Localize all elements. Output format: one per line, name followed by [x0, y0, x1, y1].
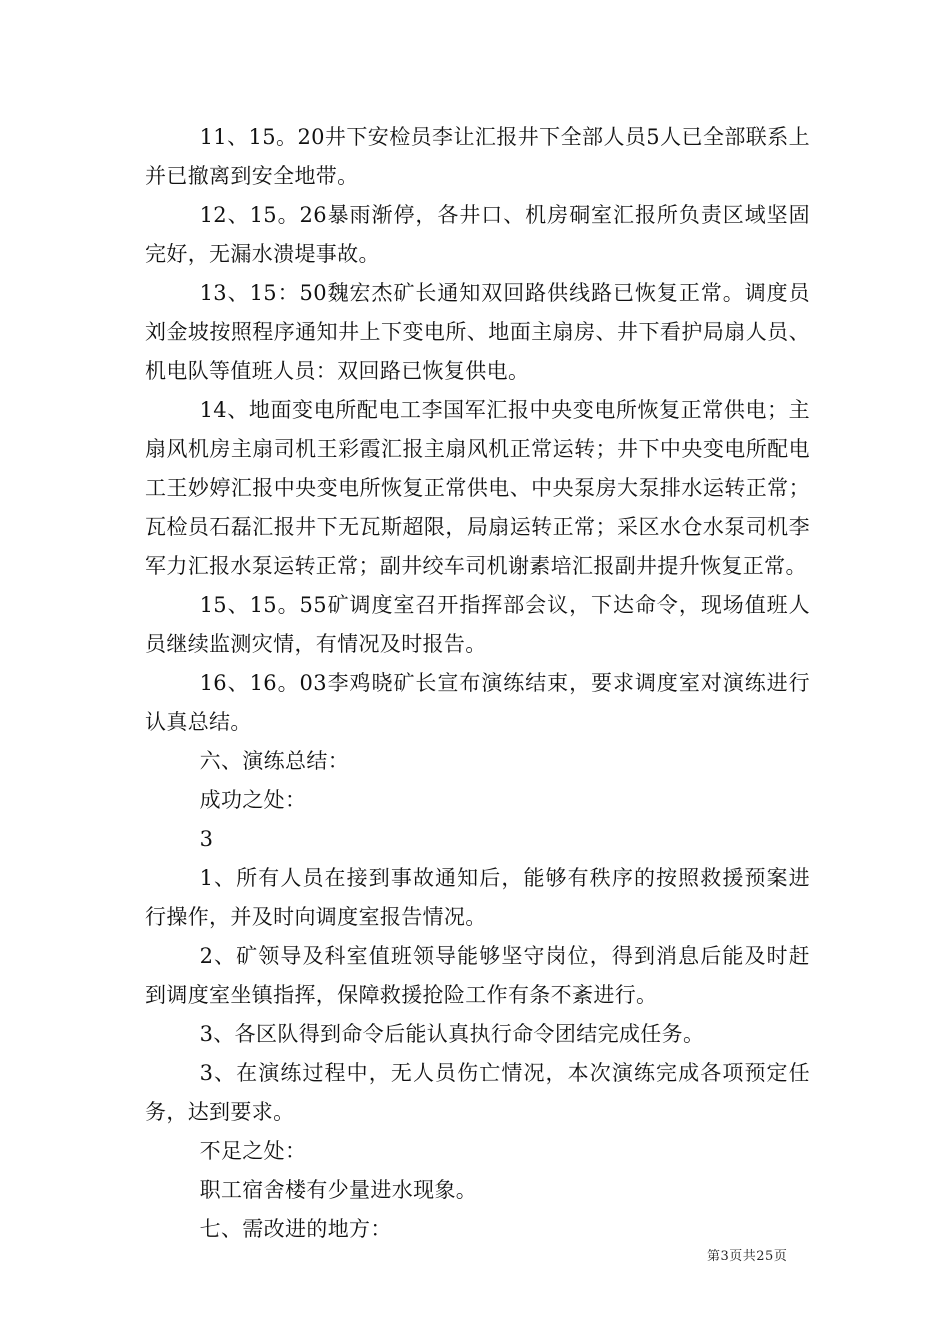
success-item-2: 2、矿领导及科室值班领导能够坚守岗位，得到消息后能及时赶到调度室坐镇指挥，保障救援抢险工作有条不紊进行。 — [145, 944, 810, 1007]
paragraph-11: 11、15。20井下安检员李让汇报井下全部人员5人已全部联系上并已撤离到安全地带。 — [145, 125, 810, 188]
success-item-3b: 3、在演练过程中，无人员伤亡情况，本次演练完成各项预定任务，达到要求。 — [145, 1061, 810, 1124]
stray-page-number: 3 — [199, 827, 214, 851]
shortcoming-item: 职工宿舍楼有少量进水现象。 — [199, 1178, 478, 1202]
paragraph-14: 14、地面变电所配电工李国军汇报中央变电所恢复正常供电；主扇风机房主扇司机王彩霞汇报主扇风机正常运转；井下中央变电所配电工王妙婷汇报中央变电所恢复正常供电、中央泵房大泵排水运转正常；瓦检员石磊汇报井下无瓦斯超限，局扇运转正常；采区水仓水泵司机李军力汇报水泵运转正常；副井绞车司机谢素培汇报副井提升恢复正常。 — [145, 398, 810, 578]
section-heading-improvements: 七、需改进的地方： — [199, 1217, 392, 1241]
success-item-3: 3、各区队得到命令后能认真执行命令团结完成任务。 — [199, 1022, 705, 1046]
paragraph-13: 13、15：50魏宏杰矿长通知双回路供线路已恢复正常。调度员刘金坡按照程序通知井上下变电所、地面主扇房、井下看护局扇人员、机电队等值班人员：双回路已恢复供电。 — [145, 281, 810, 383]
paragraph-15: 15、15。55矿调度室召开指挥部会议，下达命令，现场值班人员继续监测灾情，有情况及时报告。 — [145, 593, 810, 656]
page-footer: 第3页共25页 — [707, 1249, 788, 1264]
success-item-1: 1、所有人员在接到事故通知后，能够有秩序的按照救援预案进行操作，并及时向调度室报告情况。 — [145, 866, 810, 929]
subheading-shortcomings: 不足之处： — [199, 1139, 307, 1163]
subheading-successes: 成功之处： — [199, 788, 307, 812]
paragraph-12: 12、15。26暴雨渐停，各井口、机房硐室汇报所负责区域坚固完好，无漏水溃堤事故。 — [145, 203, 810, 266]
section-heading-summary: 六、演练总结： — [199, 749, 350, 773]
document-body — [145, 118, 810, 1249]
paragraph-16: 16、16。03李鸡晓矿长宣布演练结束，要求调度室对演练进行认真总结。 — [145, 671, 810, 734]
